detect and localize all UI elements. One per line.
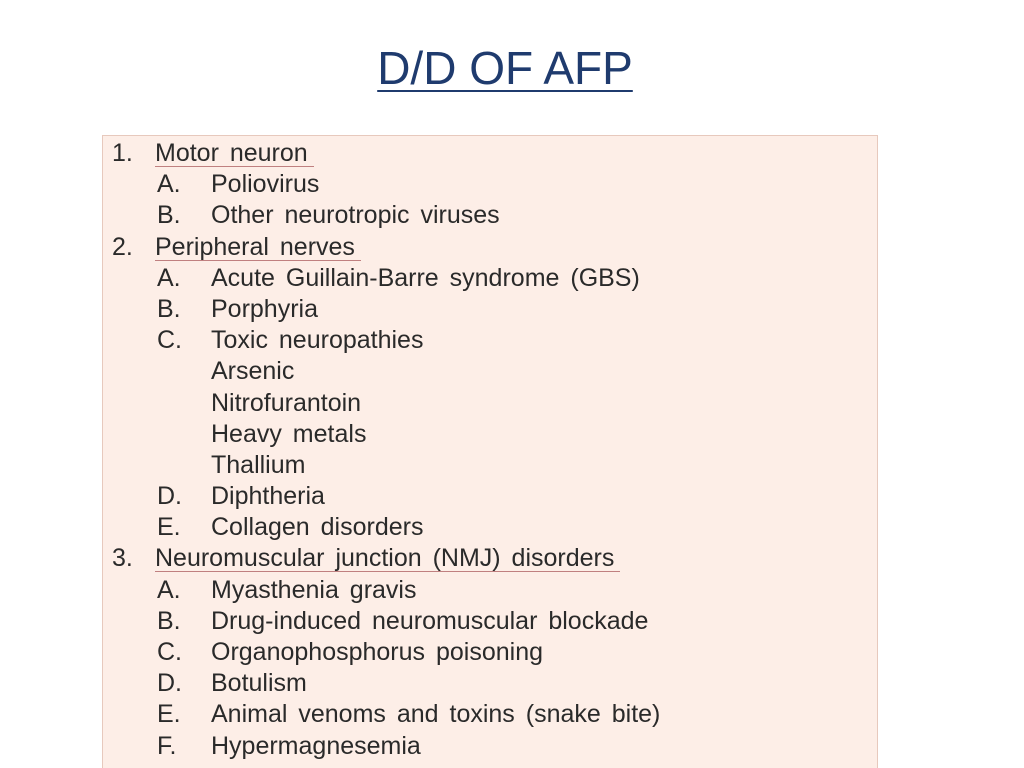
item-letter: A.	[157, 170, 181, 199]
differential-list	[103, 138, 877, 762]
list-item	[103, 325, 877, 356]
sub-list-item	[103, 450, 877, 481]
item-letter: E.	[157, 513, 181, 542]
item-text: Porphyria	[211, 294, 318, 323]
list-item	[103, 668, 877, 699]
item-text: Poliovirus	[211, 170, 320, 199]
section-heading-row	[103, 543, 877, 574]
item-letter: B.	[157, 606, 181, 635]
item-text: Drug-induced neuromuscular blockade	[211, 606, 649, 635]
item-text: Myasthenia gravis	[211, 575, 417, 604]
item-text: Other neurotropic viruses	[211, 201, 500, 230]
sub-item-text: Nitrofurantoin	[211, 388, 362, 417]
list-item	[103, 606, 877, 637]
item-letter: B.	[157, 201, 181, 230]
slide-title	[0, 38, 1010, 98]
section-heading: Motor neuron	[155, 140, 314, 167]
item-text: Hypermagnesemia	[211, 731, 421, 760]
item-letter: E.	[157, 700, 181, 729]
list-item	[103, 731, 877, 762]
item-letter: B.	[157, 294, 181, 323]
list-item	[103, 699, 877, 730]
item-text: Animal venoms and toxins (snake bite)	[211, 700, 661, 729]
section-number: 3.	[112, 544, 133, 573]
sub-item-text: Arsenic	[211, 357, 295, 386]
list-item	[103, 294, 877, 325]
list-item	[103, 169, 877, 200]
item-letter: F.	[157, 731, 177, 760]
list-item	[103, 637, 877, 668]
sub-item-text: Thallium	[211, 450, 306, 479]
section-heading-row	[103, 232, 877, 263]
item-letter: C.	[157, 326, 182, 355]
section-number: 1.	[112, 139, 133, 167]
sub-list-item	[103, 388, 877, 419]
list-item	[103, 575, 877, 606]
list-item	[103, 512, 877, 543]
section-heading: Peripheral nerves	[155, 234, 361, 261]
content-panel	[102, 135, 878, 768]
item-text: Diphtheria	[211, 482, 325, 511]
list-item	[103, 200, 877, 231]
item-text: Organophosphorus poisoning	[211, 638, 544, 666]
section-heading-row	[103, 138, 877, 169]
list-item	[103, 263, 877, 294]
sub-item-text: Heavy metals	[211, 419, 367, 448]
list-item	[103, 481, 877, 512]
sub-list-item	[103, 356, 877, 387]
item-letter: A.	[157, 263, 181, 292]
sub-list-item	[103, 419, 877, 450]
item-text: Acute Guillain-Barre syndrome (GBS)	[211, 263, 640, 292]
item-text: Botulism	[211, 669, 307, 698]
item-letter: A.	[157, 575, 181, 604]
item-letter: D.	[157, 669, 182, 698]
section-number: 2.	[112, 232, 133, 261]
item-text: Toxic neuropathies	[211, 326, 424, 355]
item-letter: D.	[157, 482, 182, 511]
slide-title-text: D/D OF AFP	[377, 42, 633, 94]
section-heading: Neuromuscular junction (NMJ) disorders	[155, 545, 620, 572]
item-text: Collagen disorders	[211, 513, 424, 542]
item-letter: C.	[157, 638, 182, 666]
